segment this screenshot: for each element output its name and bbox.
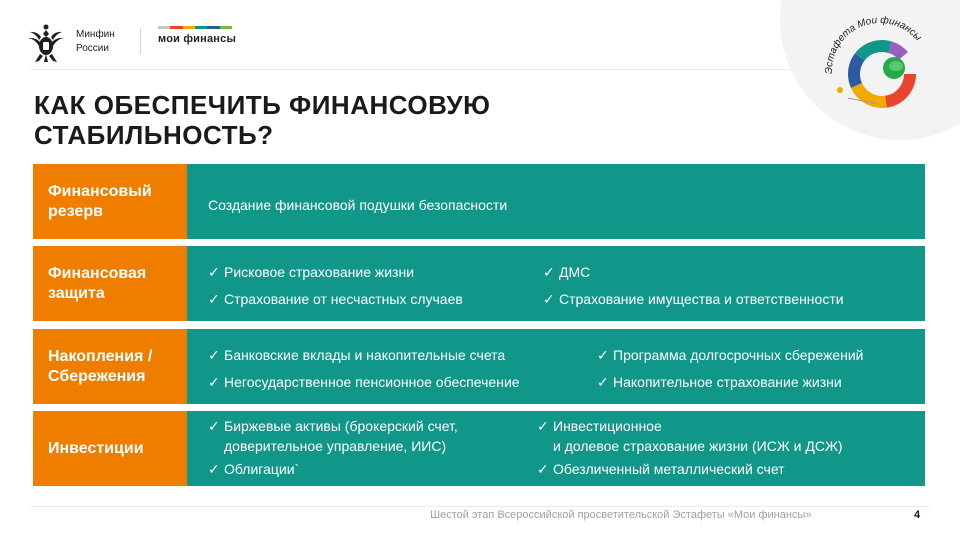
title-line-1: КАК ОБЕСПЕЧИТЬ ФИНАНСОВУЮ [34, 90, 491, 120]
check-icon: ✓ [543, 291, 555, 307]
check-icon: ✓ [208, 461, 220, 477]
check-icon: ✓ [208, 374, 220, 390]
item-text: Страхование имущества и ответственности [559, 291, 844, 307]
ministry-line-2: России [76, 43, 109, 54]
row-label [33, 246, 187, 321]
row-label-line-2: защита [48, 284, 105, 302]
check-icon: ✓ [537, 461, 549, 477]
row-content [187, 246, 925, 321]
relay-logo-icon [818, 8, 940, 112]
slide-title [34, 90, 594, 150]
row-label-line-1: Финансовый [48, 182, 152, 200]
check-icon: ✓ [208, 418, 220, 434]
item-text: Рисковое страхование жизни [224, 264, 415, 280]
list-item [208, 263, 414, 281]
item-text: ДМС [559, 264, 591, 280]
brand-color-bar [158, 26, 232, 29]
ministry-name [76, 28, 115, 56]
row-investments [33, 411, 925, 486]
list-item [208, 373, 520, 391]
item-text: Банковские вклады и накопительные счета [224, 347, 506, 363]
double-headed-eagle-emblem-icon [24, 22, 68, 66]
row-label-line-1: Инвестиции [48, 439, 144, 457]
row-label-line-2: Сбережения [48, 367, 146, 385]
row-financial-protection [33, 246, 925, 321]
check-icon: ✓ [208, 291, 220, 307]
check-icon: ✓ [208, 347, 220, 363]
list-item [537, 417, 662, 435]
check-icon: ✓ [208, 264, 220, 280]
title-line-2: СТАБИЛЬНОСТЬ? [34, 120, 274, 150]
list-item [208, 346, 505, 364]
footer-rule [30, 506, 930, 507]
row-label-line-2: резерв [48, 202, 103, 220]
row-label-line-1: Накопления / [48, 347, 153, 365]
item-text: Облигации` [224, 461, 300, 477]
row-content [187, 411, 925, 486]
row-text: Создание финансовой подушки безопасности [208, 197, 508, 213]
row-label [33, 411, 187, 486]
row-label [33, 164, 187, 239]
page-number: 4 [914, 509, 921, 521]
list-item [208, 290, 463, 308]
list-item [597, 346, 863, 364]
row-label [33, 329, 187, 404]
item-text: Инвестиционное [553, 418, 662, 434]
brand-name: мои финансы [158, 33, 237, 45]
footer-text: Шестой этап Всероссийской просветительской Эстафеты «Мои финансы» [430, 509, 812, 521]
item-text: Накопительное страхование жизни [613, 374, 842, 390]
item-text: Страхование от несчастных случаев [224, 291, 463, 307]
check-icon: ✓ [543, 264, 555, 280]
list-item [208, 460, 299, 478]
row-savings [33, 329, 925, 404]
brand-logo [158, 26, 238, 45]
relay-logo-text: Эстафета Мои финансы [823, 14, 924, 75]
check-icon: ✓ [597, 374, 609, 390]
header-divider [140, 28, 141, 54]
ministry-line-1: Минфин [76, 29, 115, 40]
row-financial-reserve [33, 164, 925, 239]
list-item-continuation: и долевое страхование жизни (ИСЖ и ДСЖ) [553, 438, 843, 454]
item-text: Негосударственное пенсионное обеспечение [224, 374, 520, 390]
list-item [208, 417, 458, 435]
check-icon: ✓ [537, 418, 549, 434]
item-text: Биржевые активы (брокерский счет, [224, 418, 458, 434]
item-text: Обезличенный металлический счет [553, 461, 785, 477]
check-icon: ✓ [597, 347, 609, 363]
row-label-line-1: Финансовая [48, 264, 147, 282]
list-item-continuation: доверительное управление, ИИС) [224, 438, 447, 454]
list-item [597, 373, 842, 391]
list-item [537, 460, 785, 478]
list-item [543, 263, 590, 281]
row-content [187, 329, 925, 404]
item-text: Программа долгосрочных сбережений [613, 347, 864, 363]
list-item [543, 290, 844, 308]
row-content [187, 164, 925, 239]
